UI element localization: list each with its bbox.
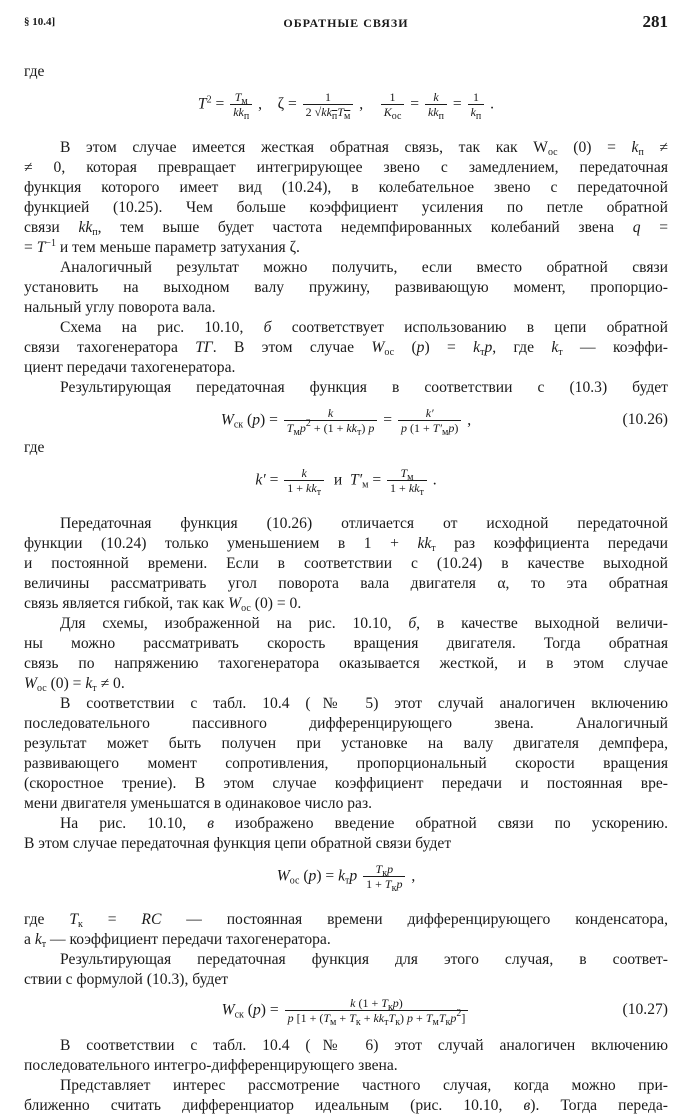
text-line: На рис. 10.10, в изображено введение обратной связи по ускорению. — [60, 815, 668, 832]
text-line: В соответствии с табл. 10.4 (№ 6) этот случай аналогичен включению — [60, 1037, 668, 1054]
text-line: циент передачи тахогенератора. — [24, 359, 236, 376]
text-line: Результирующая передаточная функция в соответствии с (10.3) будет — [60, 379, 668, 396]
text-line: связи тахогенератора ТГ. В этом случае $W_{ос}$ $(p) = k_тp$, где $k_т$ — коэффи- — [24, 339, 668, 358]
text-line: нальный углу поворота вала. — [24, 299, 216, 316]
formula: $W_{ск}$ (p) = $\frac{k}{T_мp^2 + (1 + kk_т) p}$ = $\frac{k'}{p (1 + T'_мp)}$ , — [220, 406, 472, 438]
book-page — [24, 0, 668, 1114]
text-line: где — [24, 439, 45, 456]
text-line: результат может быть получен при установке на валу двигателя демпфера, — [24, 735, 668, 752]
page-number: 281 — [642, 12, 668, 31]
text-line: функция которого имеет вид (10.24), в колебательное звено с передаточной — [24, 179, 668, 196]
equation-number: (10.27) — [622, 1001, 668, 1018]
text-line: величины рассматривать угол поворота вала двигателя α, то эта обратная — [24, 575, 668, 592]
text-line: ≠ 0, которая превращает интегрирующее звено с замедлением, передаточная — [24, 159, 668, 176]
text-line: установить на выходном валу пружину, развивающую момент, пропорцио- — [24, 279, 668, 296]
text-line: развивающего момент сопротивления, пропорциональный скорости вращения — [24, 755, 668, 772]
text-line: ствии с формулой (10.3), будет — [24, 971, 229, 988]
text-line: В соответствии с табл. 10.4 (№ 5) этот случай аналогичен включению — [60, 695, 668, 712]
text-line: функцией (10.25). Чем больше коэффициент усиления по петле обратной — [24, 199, 668, 216]
text-line: где $T_к$ = RC — постоянная времени дифференцирующего конденсатора, — [24, 911, 668, 930]
text-line: Схема на рис. 10.10, б соответствует использованию в цепи обратной — [60, 319, 668, 336]
text-line: (скоростное трение). В этом случае коэффициент передачи и постоянная вре- — [24, 775, 668, 792]
running-title: ОБРАТНЫЕ СВЯЗИ — [283, 16, 409, 30]
text-line: связь является гибкой, так как $W_{ос}$ (0) = 0. — [24, 595, 302, 614]
text-line: связи $kk_п$, тем выше будет частота недемпфированных колебаний звена q = — [24, 219, 668, 238]
text-line: функции (10.24) только уменьшением в $1 + kk_т$ раз коэффициента передачи — [24, 535, 668, 554]
formula: $W_{ск}$ (p) = $\frac{k (1 + T_кp)}{p [1 + (T_м + T_к + kk_тT_к) p + T_мT_кp^2]}$ — [24, 996, 668, 1026]
formula: k′ = $\frac{k}{1 + kk_т}$ и $T'_м$ = $\frac{T_м}{1 + kk_т}$ . — [255, 466, 437, 498]
text-line: последовательного интегро-дифференцирующего звена. — [24, 1057, 398, 1074]
text-line: связь по напряжению тахогенератора оказывается жесткой, и в этом случае — [24, 655, 668, 672]
text-line: В этом случае имеется жесткая обратная связь, так как $W_{ос}$ $(0) = k_п$ ≠ — [60, 139, 668, 158]
formula: $T^2$ = $\frac{T_м}{kk_п}$ , ζ = $\frac{1}{2 √kk_пT_м}$ , $\frac{1}{K_{ос}}$ = $\frac{k}{kk_п}$ = $\frac{1}{k_п}$ . — [197, 90, 495, 122]
text-line: Для схемы, изображенной на рис. 10.10, б, в качестве выходной величи- — [60, 615, 668, 632]
running-header — [24, 14, 668, 36]
text-line: В этом случае передаточная функция цепи обратной связи будет — [24, 835, 452, 852]
text-line: и постоянной времени. Если в соответствии с (10.24) в качестве выходной — [24, 555, 668, 572]
text-line: Представляет интерес рассмотрение частного случая, когда можно при- — [60, 1077, 668, 1094]
equation-number: (10.26) — [622, 411, 668, 428]
formula: $W_{ос}$ $(p) = k_тp$ $\frac{T_кp}{1 + T_кp}$ , — [276, 862, 416, 894]
text-line: $W_{ос}$ $(0) = k_т \ne 0$. — [24, 675, 125, 694]
section-number: § 10.4] — [24, 16, 56, 28]
text-line: мени двигателя уменьшатся в одинаковое число раз. — [24, 795, 373, 812]
text-line: Аналогичный результат можно получить, если вместо обратной связи — [60, 259, 668, 276]
text-line: ближенно считать дифференциатор идеальным (рис. 10.10, в). Тогда переда- — [24, 1097, 668, 1114]
text-line: ны можно рассматривать скорость вращения двигателя. Тогда обратная — [24, 635, 668, 652]
text-line: где — [24, 63, 45, 80]
text-line: а $k_т$ — коэффициент передачи тахогенератора. — [24, 931, 331, 950]
text-line: последовательного пассивного дифференцирующего звена. Аналогичный — [24, 715, 668, 732]
text-line: Передаточная функция (10.26) отличается от исходной передаточной — [60, 515, 668, 532]
text-line: = $T^{-1}$ и тем меньше параметр затухания ζ. — [24, 238, 300, 256]
text-line: Результирующая передаточная функция для этого случая, в соответ- — [60, 951, 668, 968]
